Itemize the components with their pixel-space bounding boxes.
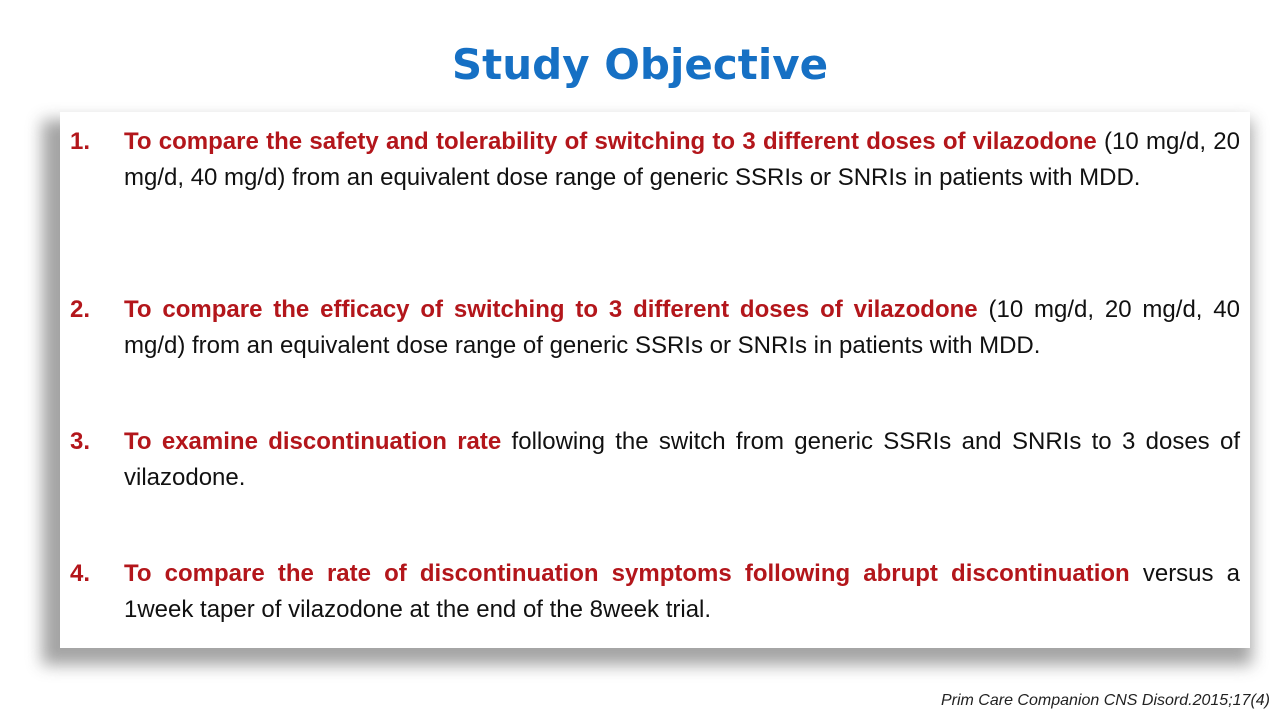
objective-text [124, 424, 1240, 496]
objective-emphasis: To compare the efficacy of switching to 3 different doses of vilazodone [124, 296, 978, 323]
objective-emphasis: To examine discontinuation rate [124, 428, 502, 455]
objective-text [124, 124, 1240, 196]
citation: Prim Care Companion CNS Disord.2015;17(4) [940, 692, 1270, 709]
objective-detail: versus a 1week taper of vilazodone at the end of the 8week trial. [124, 560, 1241, 623]
objective-detail: following the switch from generic SSRIs and SNRIs to 3 doses of vilazodone. [124, 428, 1241, 491]
objective-number: 4. [70, 560, 91, 587]
objective-number: 3. [70, 428, 91, 455]
slide-title: Study Objective [451, 40, 829, 89]
objective-text [124, 292, 1240, 364]
objective-emphasis: To compare the safety and tolerability of switching to 3 different doses of vilazodone [124, 128, 1097, 155]
objective-text [124, 556, 1240, 628]
objective-detail: (10 mg/d, 20 mg/d, 40 mg/d) from an equivalent dose range of generic SSRIs or SNRIs in patients with MDD. [124, 296, 1240, 359]
objective-number: 1. [70, 128, 91, 155]
objective-number: 2. [70, 296, 91, 323]
objective-emphasis: To compare the rate of discontinuation symptoms following abrupt discontinuation [124, 560, 1130, 587]
objective-detail: (10 mg/d, 20 mg/d, 40 mg/d) from an equivalent dose range of generic SSRIs or SNRIs in patients with MDD. [124, 128, 1240, 191]
